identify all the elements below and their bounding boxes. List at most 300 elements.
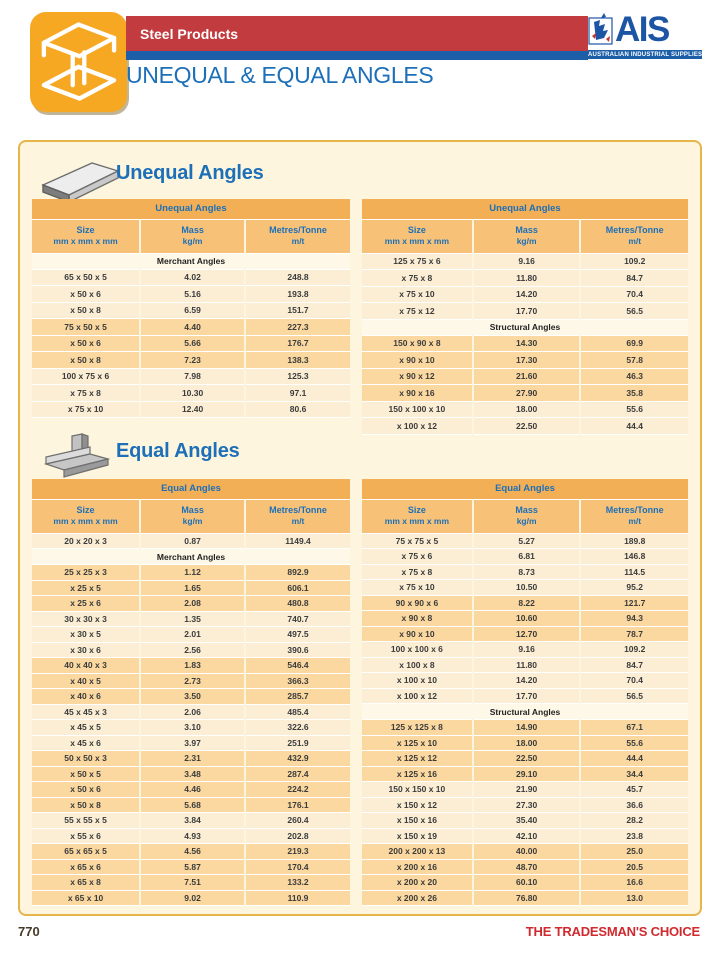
size-cell: x 40 x 6: [32, 689, 140, 705]
column-header: Size mm x mm x mm: [362, 499, 473, 533]
mt-cell: 176.7: [245, 335, 350, 352]
mt-cell: 892.9: [245, 565, 350, 581]
mass-cell: 18.00: [473, 401, 581, 418]
mt-cell: 176.1: [245, 797, 350, 813]
mass-cell: 5.16: [140, 286, 245, 303]
mass-cell: 60.10: [473, 875, 581, 891]
table-row: [362, 813, 688, 829]
mass-cell: 22.50: [473, 418, 581, 435]
mt-cell: 390.6: [245, 642, 350, 658]
crest-icon: [588, 12, 613, 48]
mt-cell: 46.3: [580, 368, 688, 385]
table-row: [32, 844, 350, 860]
mt-cell: 606.1: [245, 580, 350, 596]
mass-cell: 9.16: [473, 642, 581, 658]
mass-cell: 4.40: [140, 319, 245, 336]
mt-cell: 45.7: [580, 782, 688, 798]
mass-cell: 17.70: [473, 688, 581, 704]
table-row: [32, 673, 350, 689]
table-row: [362, 875, 688, 891]
mass-cell: 11.80: [473, 270, 581, 287]
table-row: [32, 335, 350, 352]
mass-cell: 29.10: [473, 766, 581, 782]
mass-cell: 10.60: [473, 611, 581, 627]
table-row: [362, 844, 688, 860]
size-cell: x 40 x 5: [32, 673, 140, 689]
group-subheader: [32, 549, 350, 565]
mass-cell: 27.30: [473, 797, 581, 813]
column-header: Metres/Tonne m/t: [245, 219, 350, 253]
mass-cell: 12.70: [473, 626, 581, 642]
mass-cell: 7.23: [140, 352, 245, 369]
mt-cell: 202.8: [245, 828, 350, 844]
mt-cell: 20.5: [580, 859, 688, 875]
logo-tagline: AUSTRALIAN INDUSTRIAL SUPPLIES: [588, 52, 703, 58]
mt-cell: 44.4: [580, 418, 688, 435]
mass-cell: 4.56: [140, 844, 245, 860]
mass-cell: 10.30: [140, 385, 245, 402]
mass-cell: 1.65: [140, 580, 245, 596]
mass-cell: 9.16: [473, 253, 581, 270]
mt-cell: 121.7: [580, 595, 688, 611]
page-number: 770: [18, 924, 40, 939]
mass-cell: 3.50: [140, 689, 245, 705]
mt-cell: 57.8: [580, 352, 688, 369]
table-row: [362, 735, 688, 751]
table-row: [362, 303, 688, 320]
mass-cell: 22.50: [473, 751, 581, 767]
mass-cell: 8.22: [473, 595, 581, 611]
logo-text: AIS: [615, 10, 669, 49]
size-cell: x 75 x 6: [362, 549, 473, 565]
mass-cell: 2.73: [140, 673, 245, 689]
mass-cell: 0.87: [140, 533, 245, 549]
mt-cell: 36.6: [580, 797, 688, 813]
size-cell: x 50 x 6: [32, 782, 140, 798]
size-cell: x 30 x 5: [32, 627, 140, 643]
mt-cell: 114.5: [580, 564, 688, 580]
mass-cell: 17.30: [473, 352, 581, 369]
column-header: Metres/Tonne m/t: [245, 499, 350, 533]
size-cell: 100 x 75 x 6: [32, 368, 140, 385]
size-cell: x 75 x 8: [362, 270, 473, 287]
group-subheader: [32, 253, 350, 269]
table-row: [32, 627, 350, 643]
table-row: [32, 401, 350, 418]
size-cell: 150 x 90 x 8: [362, 335, 473, 352]
table-row: [362, 401, 688, 418]
column-header: Mass kg/m: [473, 499, 581, 533]
table-row: [32, 533, 350, 549]
mt-cell: 480.8: [245, 596, 350, 612]
size-cell: 125 x 75 x 6: [362, 253, 473, 270]
size-cell: x 125 x 16: [362, 766, 473, 782]
mt-cell: 248.8: [245, 269, 350, 286]
size-cell: x 125 x 10: [362, 735, 473, 751]
size-cell: x 200 x 20: [362, 875, 473, 891]
mt-cell: 546.4: [245, 658, 350, 674]
size-cell: 65 x 50 x 5: [32, 269, 140, 286]
table-row: [362, 253, 688, 270]
size-cell: x 50 x 8: [32, 302, 140, 319]
mt-cell: 13.0: [580, 890, 688, 906]
mass-cell: 14.20: [473, 286, 581, 303]
mt-cell: 219.3: [245, 844, 350, 860]
mass-cell: 11.80: [473, 657, 581, 673]
group-subheader-label: Structural Angles: [362, 704, 688, 720]
mt-cell: 251.9: [245, 735, 350, 751]
mass-cell: 2.06: [140, 704, 245, 720]
mt-cell: 740.7: [245, 611, 350, 627]
mass-cell: 4.02: [140, 269, 245, 286]
mass-cell: 42.10: [473, 828, 581, 844]
size-cell: 75 x 75 x 5: [362, 533, 473, 549]
mt-cell: 56.5: [580, 688, 688, 704]
table-row: [32, 875, 350, 891]
size-cell: x 200 x 16: [362, 859, 473, 875]
unequal-angles-table-left: [32, 199, 350, 418]
mass-cell: 9.02: [140, 890, 245, 906]
table-row: [32, 319, 350, 336]
mt-cell: 109.2: [580, 642, 688, 658]
mass-cell: 1.83: [140, 658, 245, 674]
data-table: [362, 199, 688, 435]
size-cell: x 90 x 10: [362, 626, 473, 642]
mass-cell: 76.80: [473, 890, 581, 906]
size-cell: x 75 x 10: [32, 401, 140, 418]
table-row: [32, 596, 350, 612]
size-cell: 55 x 55 x 5: [32, 813, 140, 829]
mt-cell: 80.6: [245, 401, 350, 418]
size-cell: 75 x 50 x 5: [32, 319, 140, 336]
size-cell: x 25 x 6: [32, 596, 140, 612]
size-cell: x 75 x 12: [362, 303, 473, 320]
category-label: Steel Products: [140, 25, 239, 42]
table-row: [362, 751, 688, 767]
size-cell: x 100 x 12: [362, 688, 473, 704]
table-row: [32, 689, 350, 705]
data-table: [32, 199, 350, 418]
table-row: [362, 626, 688, 642]
table-row: [362, 828, 688, 844]
mt-cell: 432.9: [245, 751, 350, 767]
size-cell: x 100 x 8: [362, 657, 473, 673]
mt-cell: 151.7: [245, 302, 350, 319]
mass-cell: 48.70: [473, 859, 581, 875]
size-cell: x 50 x 5: [32, 766, 140, 782]
size-cell: 125 x 125 x 8: [362, 720, 473, 736]
mt-cell: 170.4: [245, 859, 350, 875]
table-row: [32, 704, 350, 720]
column-header: Mass kg/m: [140, 499, 245, 533]
mass-cell: 10.50: [473, 580, 581, 596]
section-title-unequal: Unequal Angles: [116, 162, 264, 184]
mt-cell: 69.9: [580, 335, 688, 352]
size-cell: 150 x 100 x 10: [362, 401, 473, 418]
mass-cell: 2.31: [140, 751, 245, 767]
group-subheader: [362, 704, 688, 720]
mt-cell: 224.2: [245, 782, 350, 798]
table-row: [362, 890, 688, 906]
table-row: [362, 533, 688, 549]
mt-cell: 95.2: [580, 580, 688, 596]
size-cell: x 150 x 16: [362, 813, 473, 829]
column-header: Metres/Tonne m/t: [580, 219, 688, 253]
table-row: [32, 302, 350, 319]
table-row: [362, 673, 688, 689]
mt-cell: 193.8: [245, 286, 350, 303]
table-row: [32, 565, 350, 581]
mass-cell: 5.68: [140, 797, 245, 813]
table-row: [32, 720, 350, 736]
mt-cell: 35.8: [580, 385, 688, 402]
mass-cell: 6.81: [473, 549, 581, 565]
size-cell: x 50 x 6: [32, 286, 140, 303]
size-cell: x 75 x 10: [362, 580, 473, 596]
table-row: [32, 890, 350, 906]
mt-cell: 84.7: [580, 657, 688, 673]
size-cell: x 90 x 10: [362, 352, 473, 369]
size-cell: x 100 x 10: [362, 673, 473, 689]
column-header: Size mm x mm x mm: [32, 499, 140, 533]
column-header: Size mm x mm x mm: [32, 219, 140, 253]
group-subheader: [362, 319, 688, 335]
mass-cell: 7.98: [140, 368, 245, 385]
table-row: [362, 797, 688, 813]
mass-cell: 3.10: [140, 720, 245, 736]
mass-cell: 27.90: [473, 385, 581, 402]
size-cell: 30 x 30 x 3: [32, 611, 140, 627]
mt-cell: 1149.4: [245, 533, 350, 549]
table-title: Unequal Angles: [362, 199, 688, 219]
group-subheader-label: Merchant Angles: [32, 549, 350, 565]
mass-cell: 2.56: [140, 642, 245, 658]
size-cell: x 55 x 6: [32, 828, 140, 844]
size-cell: x 200 x 26: [362, 890, 473, 906]
mass-cell: 17.70: [473, 303, 581, 320]
mass-cell: 3.97: [140, 735, 245, 751]
table-title: Equal Angles: [362, 479, 688, 499]
mt-cell: 227.3: [245, 319, 350, 336]
size-cell: 200 x 200 x 13: [362, 844, 473, 860]
mt-cell: 285.7: [245, 689, 350, 705]
size-cell: x 125 x 12: [362, 751, 473, 767]
mass-cell: 12.40: [140, 401, 245, 418]
column-header: Mass kg/m: [473, 219, 581, 253]
size-cell: x 65 x 10: [32, 890, 140, 906]
size-cell: x 65 x 6: [32, 859, 140, 875]
mass-cell: 14.20: [473, 673, 581, 689]
table-row: [362, 270, 688, 287]
mt-cell: 67.1: [580, 720, 688, 736]
table-row: [362, 580, 688, 596]
mt-cell: 146.8: [580, 549, 688, 565]
table-row: [362, 782, 688, 798]
data-table: [32, 479, 350, 906]
size-cell: x 90 x 12: [362, 368, 473, 385]
table-row: [32, 642, 350, 658]
mass-cell: 6.59: [140, 302, 245, 319]
equal-angles-table-right: [362, 479, 688, 906]
mass-cell: 8.73: [473, 564, 581, 580]
size-cell: x 90 x 8: [362, 611, 473, 627]
mt-cell: 70.4: [580, 673, 688, 689]
size-cell: x 25 x 5: [32, 580, 140, 596]
table-row: [32, 286, 350, 303]
table-row: [32, 797, 350, 813]
page-title: UNEQUAL & EQUAL ANGLES: [126, 62, 434, 88]
mt-cell: 34.4: [580, 766, 688, 782]
size-cell: x 90 x 16: [362, 385, 473, 402]
mt-cell: 97.1: [245, 385, 350, 402]
table-row: [32, 580, 350, 596]
mass-cell: 21.90: [473, 782, 581, 798]
mt-cell: 125.3: [245, 368, 350, 385]
table-row: [32, 352, 350, 369]
table-row: [32, 859, 350, 875]
size-cell: x 75 x 8: [362, 564, 473, 580]
mass-cell: 5.66: [140, 335, 245, 352]
table-row: [32, 782, 350, 798]
size-cell: x 65 x 8: [32, 875, 140, 891]
table-row: [362, 368, 688, 385]
column-header: Mass kg/m: [140, 219, 245, 253]
size-cell: x 50 x 8: [32, 797, 140, 813]
table-row: [32, 813, 350, 829]
mt-cell: 287.4: [245, 766, 350, 782]
mt-cell: 497.5: [245, 627, 350, 643]
size-cell: x 30 x 6: [32, 642, 140, 658]
mt-cell: 16.6: [580, 875, 688, 891]
mass-cell: 4.46: [140, 782, 245, 798]
table-row: [32, 751, 350, 767]
mass-cell: 1.12: [140, 565, 245, 581]
mass-cell: 2.08: [140, 596, 245, 612]
mass-cell: 35.40: [473, 813, 581, 829]
mt-cell: 55.6: [580, 735, 688, 751]
size-cell: 150 x 150 x 10: [362, 782, 473, 798]
mt-cell: 133.2: [245, 875, 350, 891]
table-title: Unequal Angles: [32, 199, 350, 219]
angle-sections-icon: [44, 430, 110, 484]
size-cell: 40 x 40 x 3: [32, 658, 140, 674]
mt-cell: 366.3: [245, 673, 350, 689]
mass-cell: 5.27: [473, 533, 581, 549]
size-cell: x 100 x 12: [362, 418, 473, 435]
section-title-equal: Equal Angles: [116, 440, 240, 462]
table-row: [362, 564, 688, 580]
mt-cell: 260.4: [245, 813, 350, 829]
column-header: Size mm x mm x mm: [362, 219, 473, 253]
table-row: [362, 859, 688, 875]
table-row: [32, 766, 350, 782]
table-row: [362, 418, 688, 435]
mt-cell: 55.6: [580, 401, 688, 418]
table-row: [32, 658, 350, 674]
slogan: THE TRADESMAN'S CHOICE: [525, 924, 700, 939]
table-title: Equal Angles: [32, 479, 350, 499]
size-cell: x 75 x 8: [32, 385, 140, 402]
size-cell: 100 x 100 x 6: [362, 642, 473, 658]
table-row: [32, 611, 350, 627]
mass-cell: 40.00: [473, 844, 581, 860]
mass-cell: 1.35: [140, 611, 245, 627]
mass-cell: 14.90: [473, 720, 581, 736]
size-cell: 50 x 50 x 3: [32, 751, 140, 767]
table-row: [32, 735, 350, 751]
group-subheader-label: Structural Angles: [362, 319, 688, 335]
mass-cell: 18.00: [473, 735, 581, 751]
table-row: [32, 368, 350, 385]
mass-cell: 14.30: [473, 335, 581, 352]
mt-cell: 28.2: [580, 813, 688, 829]
size-cell: x 50 x 6: [32, 335, 140, 352]
table-row: [32, 828, 350, 844]
company-logo: [588, 8, 702, 60]
size-cell: 20 x 20 x 3: [32, 533, 140, 549]
size-cell: 90 x 90 x 6: [362, 595, 473, 611]
mass-cell: 2.01: [140, 627, 245, 643]
table-row: [362, 688, 688, 704]
table-row: [362, 611, 688, 627]
equal-angles-table-left: [32, 479, 350, 906]
table-row: [362, 595, 688, 611]
size-cell: 25 x 25 x 3: [32, 565, 140, 581]
mass-cell: 7.51: [140, 875, 245, 891]
size-cell: x 45 x 6: [32, 735, 140, 751]
size-cell: x 75 x 10: [362, 286, 473, 303]
table-row: [362, 385, 688, 402]
content-panel: [18, 140, 702, 916]
table-row: [362, 657, 688, 673]
mt-cell: 485.4: [245, 704, 350, 720]
table-row: [32, 385, 350, 402]
mass-cell: 21.60: [473, 368, 581, 385]
mt-cell: 189.8: [580, 533, 688, 549]
table-row: [362, 720, 688, 736]
steel-beam-icon: [30, 12, 127, 112]
table-row: [362, 352, 688, 369]
mt-cell: 109.2: [580, 253, 688, 270]
mt-cell: 84.7: [580, 270, 688, 287]
mt-cell: 78.7: [580, 626, 688, 642]
mt-cell: 25.0: [580, 844, 688, 860]
size-cell: x 150 x 12: [362, 797, 473, 813]
data-table: [362, 479, 688, 906]
table-row: [362, 766, 688, 782]
category-bar: [126, 16, 588, 51]
mt-cell: 110.9: [245, 890, 350, 906]
mt-cell: 94.3: [580, 611, 688, 627]
mt-cell: 23.8: [580, 828, 688, 844]
size-cell: 45 x 45 x 3: [32, 704, 140, 720]
table-row: [32, 269, 350, 286]
size-cell: 65 x 65 x 5: [32, 844, 140, 860]
size-cell: x 50 x 8: [32, 352, 140, 369]
table-row: [362, 642, 688, 658]
mt-cell: 56.5: [580, 303, 688, 320]
table-row: [362, 335, 688, 352]
unequal-angles-table-right: [362, 199, 688, 435]
size-cell: x 150 x 19: [362, 828, 473, 844]
mass-cell: 5.87: [140, 859, 245, 875]
table-row: [362, 549, 688, 565]
size-cell: x 45 x 5: [32, 720, 140, 736]
header-divider: [126, 51, 588, 60]
mt-cell: 138.3: [245, 352, 350, 369]
mt-cell: 322.6: [245, 720, 350, 736]
column-header: Metres/Tonne m/t: [580, 499, 688, 533]
